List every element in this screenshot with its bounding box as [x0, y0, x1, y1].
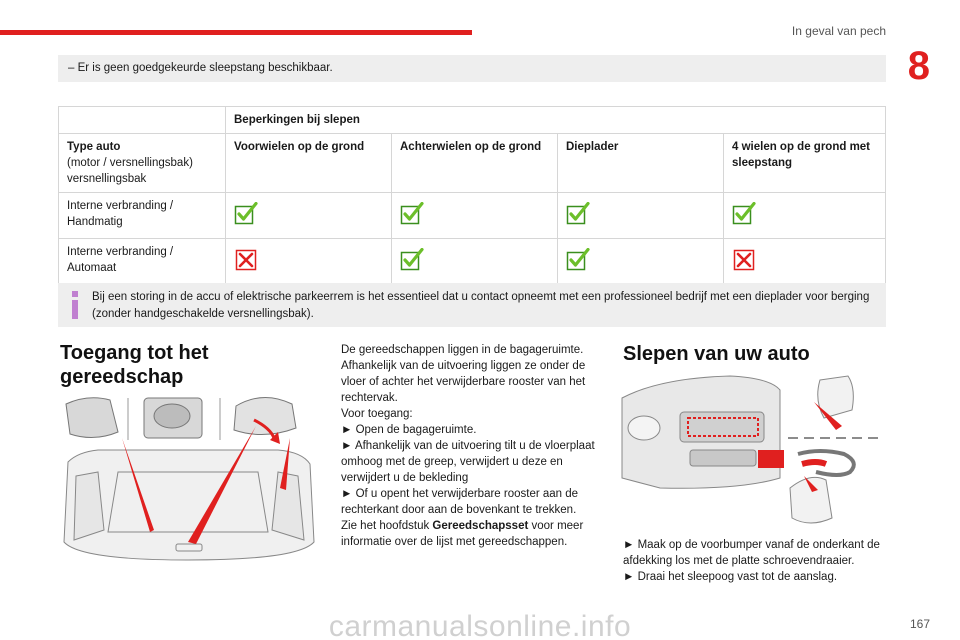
header-front-wheels: Voorwielen op de grond: [226, 134, 392, 193]
bullet-item: ► Maak op de voorbumper vanaf de onderkant de afdekking los met de platte schroevendraaier.: [623, 539, 880, 567]
table-empty-cell: [59, 107, 226, 134]
towing-limits-table: [58, 106, 886, 285]
info-icon: [70, 291, 80, 319]
header-type-label: Type auto: [67, 141, 121, 153]
note-box: [58, 55, 886, 82]
mark-cell: [226, 193, 392, 239]
watermark: carmanualsonline.info: [328, 610, 632, 640]
check-icon: [566, 202, 590, 226]
table-title-row: [59, 107, 886, 134]
table-title: Beperkingen bij slepen: [226, 107, 886, 134]
table-header-row: [59, 134, 886, 193]
bullet-item: ► Open de bagageruimte.: [341, 424, 477, 436]
heading-tool-access: Toegang tot het gereedschap: [60, 342, 209, 388]
check-icon: [400, 248, 424, 272]
mark-cell: [558, 239, 724, 285]
check-icon: [566, 248, 590, 272]
row-label: Interne verbranding / Automaat: [59, 239, 226, 285]
mark-cell: [724, 193, 886, 239]
mark-cell: [226, 239, 392, 285]
tow-eye-illustration: [620, 368, 882, 530]
mark-cell: [558, 193, 724, 239]
mark-cell: [392, 193, 558, 239]
header-four-wheels: 4 wielen op de grond met sleepstang: [724, 134, 886, 193]
check-icon: [400, 202, 424, 226]
row-label: Interne verbranding / Handmatig: [59, 193, 226, 239]
paragraph: Voor toegang:: [341, 408, 413, 420]
mark-cell: [392, 239, 558, 285]
paragraph: De gereedschappen liggen in de bagageruimte.: [341, 344, 584, 356]
tool-access-text: [341, 342, 603, 550]
page-number: 167: [909, 617, 930, 631]
header-type-cell: [59, 134, 226, 193]
header-accent-bar: [0, 30, 472, 35]
check-icon: [732, 202, 756, 226]
heading-towing: Slepen van uw auto: [623, 343, 810, 365]
paragraph: Afhankelijk van de uitvoering liggen ze onder de vloer of achter het verwijderbare rooster van het rechtervak.: [341, 360, 586, 404]
mark-cell: [724, 239, 886, 285]
boot-tools-illustration: [58, 392, 320, 564]
paragraph: [341, 518, 603, 550]
header-flatbed: Dieplader: [558, 134, 724, 193]
bullet-item: ► Draai het sleepoog vast tot de aanslag.: [623, 571, 838, 583]
ref-chapter: Gereedschapsset: [432, 520, 529, 532]
bullet-item: ► Afhankelijk van de uitvoering tilt u de vloerplaat omhoog met de greep, verwijdert u deze en verwijdert u de bekleding: [341, 440, 595, 484]
bullet-item: ► Of u opent het verwijderbare rooster aan de rechterkant door aan de bovenkant te trekken.: [341, 488, 579, 516]
check-icon: [234, 202, 258, 226]
cross-icon: [234, 248, 258, 272]
section-title: In geval van pech: [791, 24, 886, 38]
cross-icon: [732, 248, 756, 272]
header-type-sub: (motor / versnellingsbak) versnellingsbak: [67, 157, 193, 185]
ref-prefix: Zie het hoofdstuk: [341, 520, 433, 532]
table-row: [59, 193, 886, 239]
table-row: [59, 239, 886, 285]
chapter-number: 8: [907, 44, 930, 88]
ref-suffix: voor meer informatie over de lijst met gereedschappen.: [341, 520, 584, 548]
header-rear-wheels: Achterwielen op de grond: [392, 134, 558, 193]
info-text: Bij een storing in de accu of elektrische parkeerrem is het essentieel dat u contact opneemt met een professioneel bedrijf met een dieplader voor berging (zonder handgeschakelde versnellingsbak).: [92, 291, 870, 320]
info-box: [58, 283, 886, 327]
note-text: – Er is geen goedgekeurde sleepstang beschikbaar.: [68, 62, 333, 74]
towing-text: [623, 537, 888, 585]
